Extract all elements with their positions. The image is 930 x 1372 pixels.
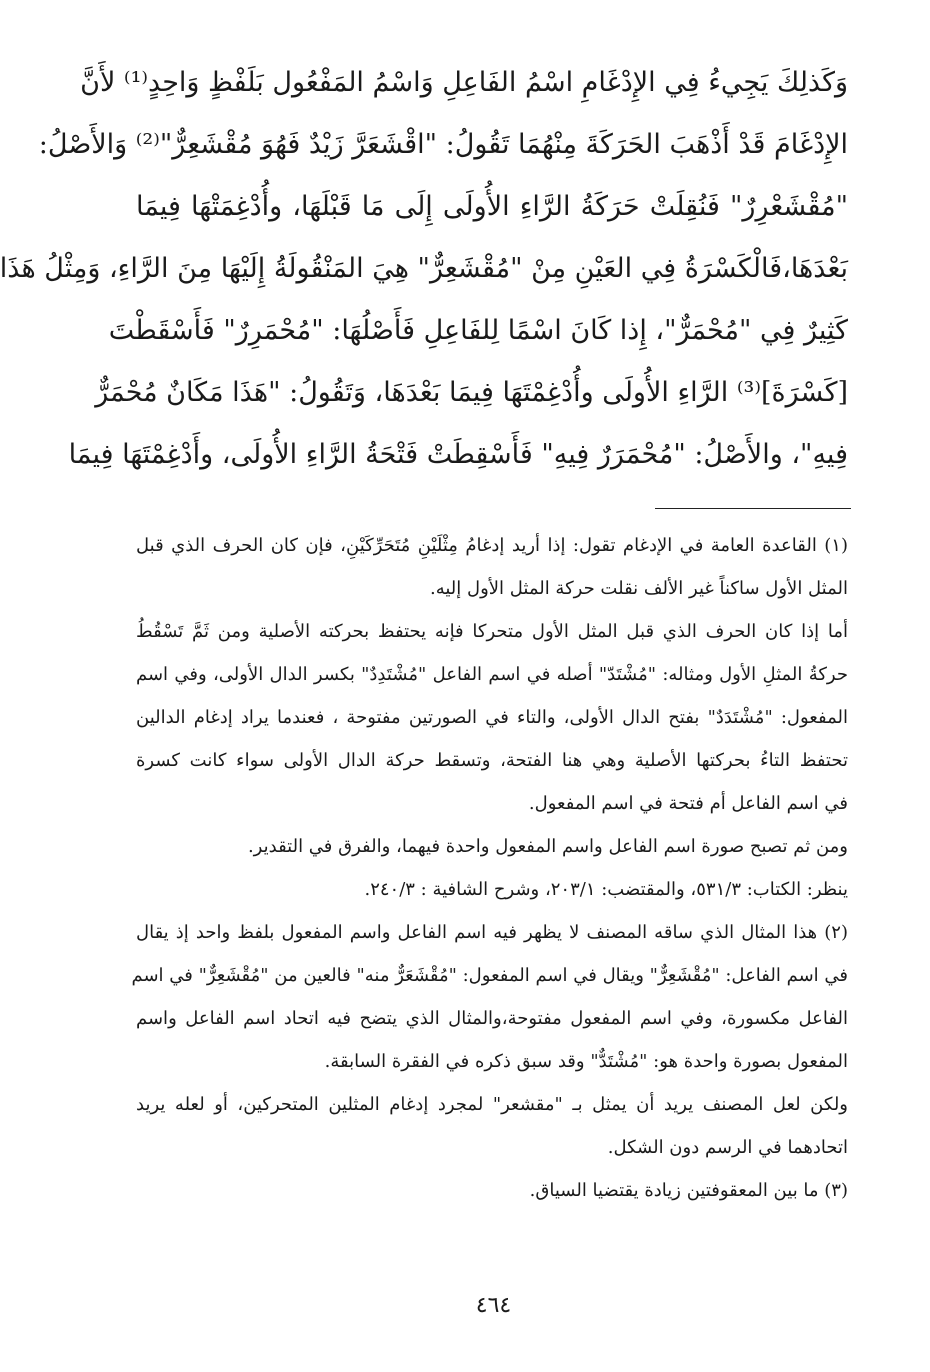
body-line: [كَسْرَةَ]⁽³⁾ الرَّاءِ الأُولَى وأُدْغِمْتَهَا فِيمَا بَعْدَهَا، وَتَقُولُ: "هَذَا مَكَانٌ مُحْمَرٌّ bbox=[95, 377, 848, 408]
body-line: "مُقْشَعْرِرٌ" فَنُقِلَتْ حَرَكَةُ الرَّاءِ الأُولَى إِلَى مَا قَبْلَهَا، وأُدْغِمَتْهَا فِيمَا bbox=[136, 191, 848, 222]
footnote-2-line: في اسم الفاعل: "مُقْشَعِرٌّ" ويقال في اسم المفعول: "مُقْشَعَرٌّ منه" فالعين من "مُقْشَعِرٌّ" في اسم bbox=[131, 965, 848, 986]
footnote-separator bbox=[655, 508, 851, 509]
body-line: وَكَذلِكَ يَجِيءُ فِي الإِدْغَامِ اسْمُ الفَاعِلِ وَاسْمُ المَفْعُول بَلَفْظٍ وَاحِدٍ⁽¹⁾ لأَنَّ bbox=[80, 67, 848, 98]
footnote-1-line: المفعول: "مُشْتَدَدٌ" بفتح الدال الأولى، والتاء في الصورتين مفتوحة ، فعندما يراد إدغام الدالين bbox=[136, 707, 848, 728]
footnote-2-line: الفاعل مكسورة، وفي اسم المفعول مفتوحة،والمثال الذي يتضح فيه اتحاد اسم الفاعل واسم bbox=[136, 1008, 848, 1029]
footnote-1-line: حركةُ المثلِ الأول ومثاله: "مُشْتَدّ" أصله في اسم الفاعل "مُشْتَدِدٌ" بكسر الدال الأولى، وفي اسم bbox=[136, 664, 848, 685]
main-body-text bbox=[0, 52, 848, 486]
body-line: فِيهِ"، والأَصْلُ: "مُحْمَرَرٌ فِيهِ" فَأَسْقِطَتْ فَتْحَةُ الرَّاءِ الأُولَى، وأَدْغِمْتَهَا فِيمَا bbox=[68, 439, 848, 470]
footnote-2-line: اتحادهما في الرسم دون الشكل. bbox=[607, 1137, 848, 1158]
footnote-2-line: ولكن لعل المصنف يريد أن يمثل بـ "مقشعر" لمجرد إدغام المثلين المتحركين، أو لعله يريد bbox=[136, 1094, 848, 1115]
body-line: كَثِيرٌ فِي "مُحْمَرٌّ"، إِذا كَانَ اسْمًا لِلفَاعِلِ فَأَصْلُهَا: "مُحْمَرِرٌ" فَأَسْقَطْتَ bbox=[108, 315, 848, 346]
page-number: ٤٦٤ bbox=[475, 1293, 512, 1318]
footnote-1-line: أما إذا كان الحرف الذي قبل المثل الأول متحركا فإنه يحتفظ بحركته الأصلية ومن ثَمَّ تَسْقُطُ bbox=[136, 621, 848, 642]
body-line: بَعْدَهَا،فَالْكَسْرَةُ فِي العَيْنِ مِنْ "مُقْشَعِرٌّ" هِيَ المَنْقُولَةُ إِلَيْهَا مِنَ الرَّاءِ، وَمِثْلُ هَذَا bbox=[0, 253, 848, 284]
body-line: الإِدْغَامَ قَدْ أَذْهَبَ الحَرَكَةَ مِنْهُمَا تَقُولُ: "اقْشَعَرَّ زَيْدٌ فَهُوَ مُقْشَعِرٌّ"⁽²⁾ وَالأَصْلُ: bbox=[38, 129, 848, 160]
footnote-1-line: المثل الأول ساكناً غير الألف نقلت حركة المثل الأول إليه. bbox=[429, 578, 848, 599]
footnote-2-line: (٢) هذا المثال الذي ساقه المصنف لا يظهر فيه اسم الفاعل واسم المفعول بلفظ واحد إذ يقال bbox=[136, 922, 848, 943]
footnote-1-line: تحتفظ التاءُ بحركتها الأصلية وهي هنا الفتحة، وتسقط حركة الدال الأولى سواء كانت كسرة bbox=[136, 750, 848, 771]
footnote-1-line: في اسم الفاعل أم فتحة في اسم المفعول. bbox=[528, 793, 848, 814]
footnote-1-line: ومن ثم تصبح صورة اسم الفاعل واسم المفعول واحدة فيهما، والفرق في التقدير. bbox=[247, 836, 848, 857]
footnote-3-line: (٣) ما بين المعقوفتين زيادة يقتضيا السياق. bbox=[529, 1180, 848, 1201]
footnote-1-line: (١) القاعدة العامة في الإدغام تقول: إذا أريد إدغامُ مِثْلَيْنِ مُتَحَرِّكَيْنِ، فإن كان الحرف الذي قبل bbox=[136, 535, 848, 556]
footnote-1-references: ينظر: الكتاب: ٥٣١/٣، والمقتضب: ٢٠٣/١، وشرح الشافية : ٢٤٠/٣. bbox=[364, 879, 848, 900]
footnotes bbox=[131, 524, 848, 1212]
footnote-2-line: المفعول بصورة واحدة هو: "مُشْتَدٌّ" وقد سبق ذكره في الفقرة السابقة. bbox=[324, 1051, 848, 1072]
